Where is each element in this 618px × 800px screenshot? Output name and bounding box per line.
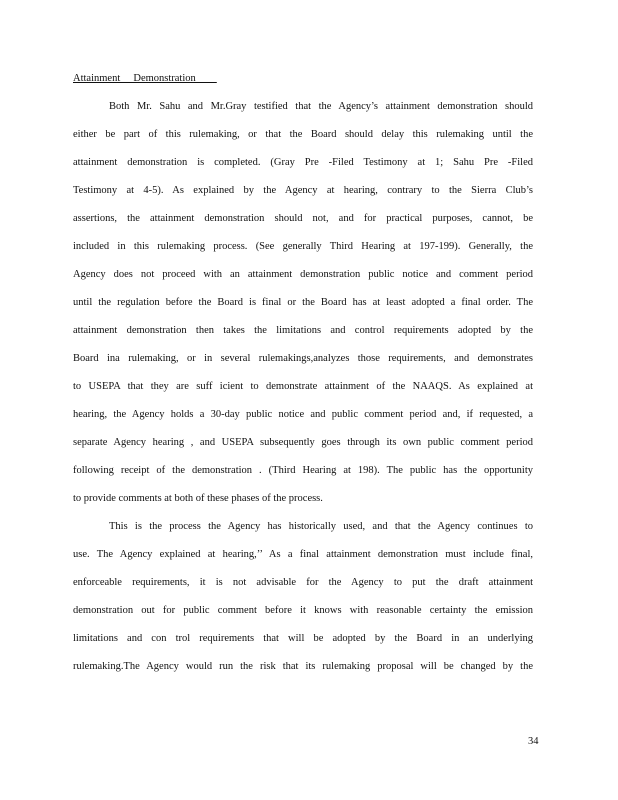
text-line: separate Agency hearing , and USEPA subsequently goes through its own public comment period <box>73 437 533 448</box>
text-line: This is the process the Agency has historically used, and that the Agency continues to <box>109 521 533 532</box>
text-line: following receipt of the demonstration . (Third Hearing at 198). The public has the opportunity <box>73 465 533 476</box>
text-line: attainment demonstration then takes the limitations and control requirements adopted by the <box>73 325 533 336</box>
text-line: assertions, the attainment demonstration should not, and for practical purposes, cannot, be <box>73 213 533 224</box>
text-line: included in this rulemaking process. (See generally Third Hearing at 197-199). Generally, the <box>73 241 533 252</box>
text-line: attainment demonstration is completed. (Gray Pre -Filed Testimony at 1; Sahu Pre -Filed <box>73 157 533 168</box>
text-line: enforceable requirements, it is not advisable for the Agency to put the draft attainment <box>73 577 533 588</box>
text-line: demonstration out for public comment before it knows with reasonable certainty the emission <box>73 605 533 616</box>
body-text <box>73 100 533 688</box>
text-line: Both Mr. Sahu and Mr.Gray testified that the Agency’s attainment demonstration should <box>109 101 533 112</box>
text-line: rulemaking.The Agency would run the risk that its rulemaking proposal will be changed by the <box>73 661 533 672</box>
text-line: use. The Agency explained at hearing,’’ As a final attainment demonstration must include final, <box>73 549 533 560</box>
text-line: hearing, the Agency holds a 30-day public notice and public comment period and, if requested, a <box>73 409 533 420</box>
page-number: 34 <box>528 736 539 747</box>
text-line: either be part of this rulemaking, or that the Board should delay this rulemaking until the <box>73 129 533 140</box>
text-line: to provide comments at both of these phases of the process. <box>73 493 323 504</box>
section-heading: Attainment Demonstration <box>73 73 217 84</box>
text-line: until the regulation before the Board is final or the Board has at least adopted a final order. The <box>73 297 533 308</box>
text-line: to USEPA that they are suff icient to demonstrate attainment of the NAAQS. As explained at <box>73 381 533 392</box>
text-line: Board ina rulemaking, or in several rulemakings,analyzes those requirements, and demonstrates <box>73 353 533 364</box>
text-line: Testimony at 4-5). As explained by the Agency at hearing, contrary to the Sierra Club’s <box>73 185 533 196</box>
text-line: Agency does not proceed with an attainment demonstration public notice and comment period <box>73 269 533 280</box>
text-line: limitations and con trol requirements that will be adopted by the Board in an underlying <box>73 633 533 644</box>
